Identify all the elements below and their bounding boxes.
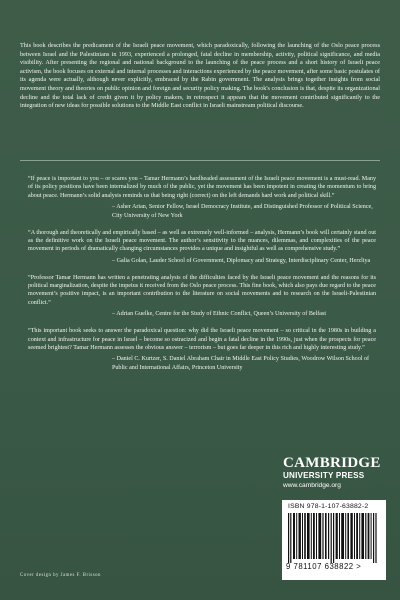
- endorsement: [28, 175, 376, 220]
- publisher-logo: [283, 456, 383, 490]
- publisher-subtitle: UNIVERSITY PRESS: [283, 471, 365, 480]
- endorsement: [28, 274, 376, 319]
- endorsement-text: “This important book seeks to answer the paradoxical question: why did the Israeli peace movement – so critical in the 1980s in building a context and infrastructure for peace in Israel – become so ostracized and begin a fatal decline in the 1990s, just when the prospects for peace seemed brightest? Tamar Hermann assesses the obvious answer – terrorism – but goes far deeper in this rich and highly interesting study.”: [28, 328, 376, 351]
- endorsement-text: “Professor Tamar Hermann has written a penetrating analysis of the difficulties faced by the Israeli peace movement and the reasons for its political marginalization, despite the impetus it received from the Oslo peace process. This fine book, which also pays due regard to the peace movement’s positive impact, is an important contribution to the literature on social movements and to research on the Israeli-Palestinian conflict.”: [28, 274, 376, 306]
- endorsement-attribution: – Adrian Guelke, Centre for the Study of Ethnic Conflict, Queen’s University of Belfast: [112, 311, 327, 318]
- cover-design-credit: Cover design by James F. Brisson: [20, 573, 101, 578]
- book-description: This book describes the predicament of the Israeli peace movement, which paradoxically, following the launching of the Oslo peace process between Israel and the Palestinians in 1993, experienced a prolonged, fatal decline in membership, activity, political significance, and media visibility. After presenting the regional and national background to the launching of the peace process and a short history of Israeli peace activism, the book focuses on external and internal processes and interactions experienced by the peace movement, after some basic postulates of its agenda were actually, although never explicitly, embraced by the Rabin government. The analysis brings together insights from social movement theory and theories on public opinion and foreign and security policy making. The book's conclusion is that, despite its organizational decline and the total lack of credit given it by policy makers, in retrospect it appears that the movement contributed significantly to the integration of new ideas for possible solutions to the Middle East conflict in Israeli mainstream political discourse.: [20, 42, 380, 110]
- barcode-panel: [282, 500, 386, 580]
- endorsement-text: “A thorough and theoretically and empirically based – as well as extremely well-informed – analysis, Hermann’s book will certainly stand out as the definitive work on the Israeli peace movement. The author’s sensitivity to the nuances, dilemmas, and complexities of the peace movement in periods of dramatically changing circumstances provides a unique and insightful as well as comprehensive study.”: [28, 229, 376, 253]
- isbn-label: ISBN 978-1-107-63882-2: [288, 503, 369, 510]
- endorsement: [28, 229, 376, 266]
- endorsement-attribution: – Asher Arian, Senior Fellow, Israel Democracy Institute, and Distinguished Professor of Political Science, City University of New York: [112, 204, 373, 219]
- endorsements: [28, 175, 376, 381]
- divider-top: [20, 160, 380, 161]
- endorsement-attribution: – Galia Golan, Lauder School of Government, Diplomacy and Strategy, Interdisciplinary Center, Herzliya: [112, 257, 371, 264]
- barcode-icon: [288, 513, 380, 563]
- publisher-name: CAMBRIDGE: [283, 455, 381, 471]
- publisher-url: www.cambridge.org: [283, 482, 341, 489]
- endorsement: [28, 327, 376, 372]
- endorsement-attribution: – Daniel C. Kurtzer, S. Daniel Abraham Chair in Middle East Policy Studies, Woodrow Wilson School of Public and International Affairs, Princeton University: [112, 356, 370, 371]
- barcode-digits: 9 781107 638822 >: [286, 562, 362, 571]
- endorsement-text: “If peace is important to you – or scares you – Tamar Hermann’s hardheaded assessment of the Israeli peace movement is a must-read. Many of its policy positions have been internalized by much of the public, yet the movement has been impotent in creating the momentum to bring about peace. Hermann’s solid analysis reminds us that being right (correct) on the left demands hard work and political skill.”: [28, 176, 376, 199]
